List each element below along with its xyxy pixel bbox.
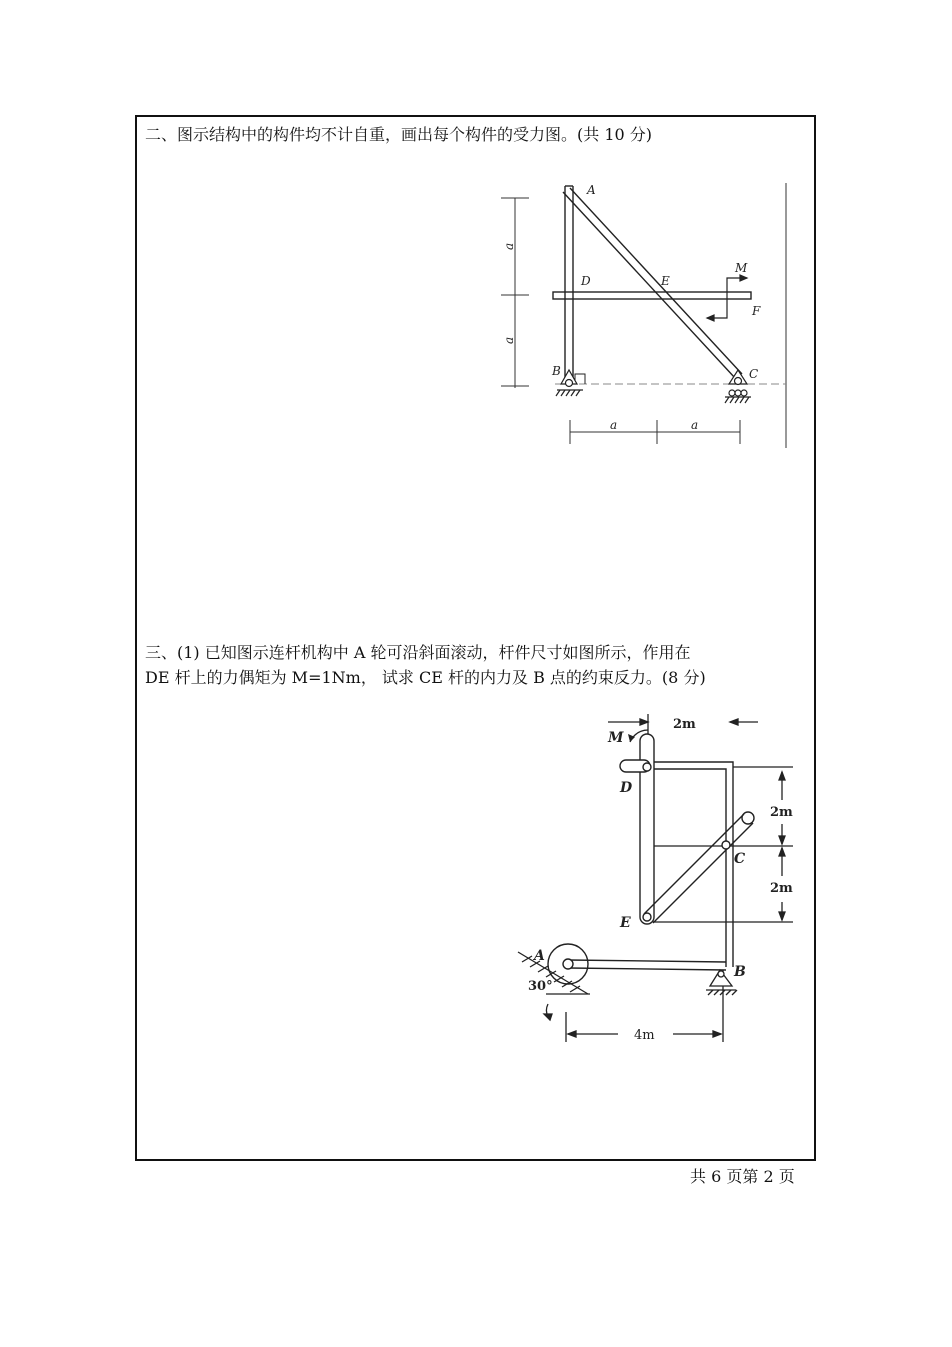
label-A2: A [534, 948, 545, 964]
question-3-text [145, 640, 810, 690]
label-M: M [735, 261, 748, 275]
dim-4m-bottom: 4m [634, 1028, 655, 1043]
label-F: F [752, 304, 761, 318]
figure-2-linkage [508, 712, 803, 1047]
label-angle-30: 30° [528, 979, 553, 994]
label-C: C [749, 367, 759, 381]
label-E: E [661, 274, 670, 288]
dim-a-bottom: a [502, 336, 516, 344]
dim-a-left: a [610, 418, 618, 432]
label-D: D [581, 274, 591, 288]
question-3-line-1: 三、(1) 已知图示连杆机构中 A 轮可沿斜面滚动，杆件尺寸如图所示，作用在 [145, 643, 691, 662]
question-2-text: 二、图示结构中的构件均不计自重，画出每个构件的受力图。(共 10 分) [145, 125, 653, 144]
page-footer: 共 6 页第 2 页 [690, 1167, 795, 1186]
label-C2: C [734, 851, 746, 867]
dim-a-top: a [502, 242, 516, 250]
dim-2m-right-lower: 2m [770, 881, 793, 896]
figure-1-truss [495, 178, 795, 453]
label-M2: M [608, 730, 624, 746]
label-D2: D [620, 780, 633, 796]
dim-2m-top: 2m [673, 717, 696, 732]
label-A: A [587, 183, 596, 197]
question-3-line-2: DE 杆上的力偶矩为 M=1Nm， 试求 CE 杆的内力及 B 点的约束反力。(8 分) [145, 668, 706, 687]
label-B: B [552, 364, 561, 378]
dim-2m-right-upper: 2m [770, 805, 793, 820]
dim-a-right: a [691, 418, 699, 432]
label-B2: B [734, 964, 746, 980]
label-E2: E [620, 915, 631, 931]
